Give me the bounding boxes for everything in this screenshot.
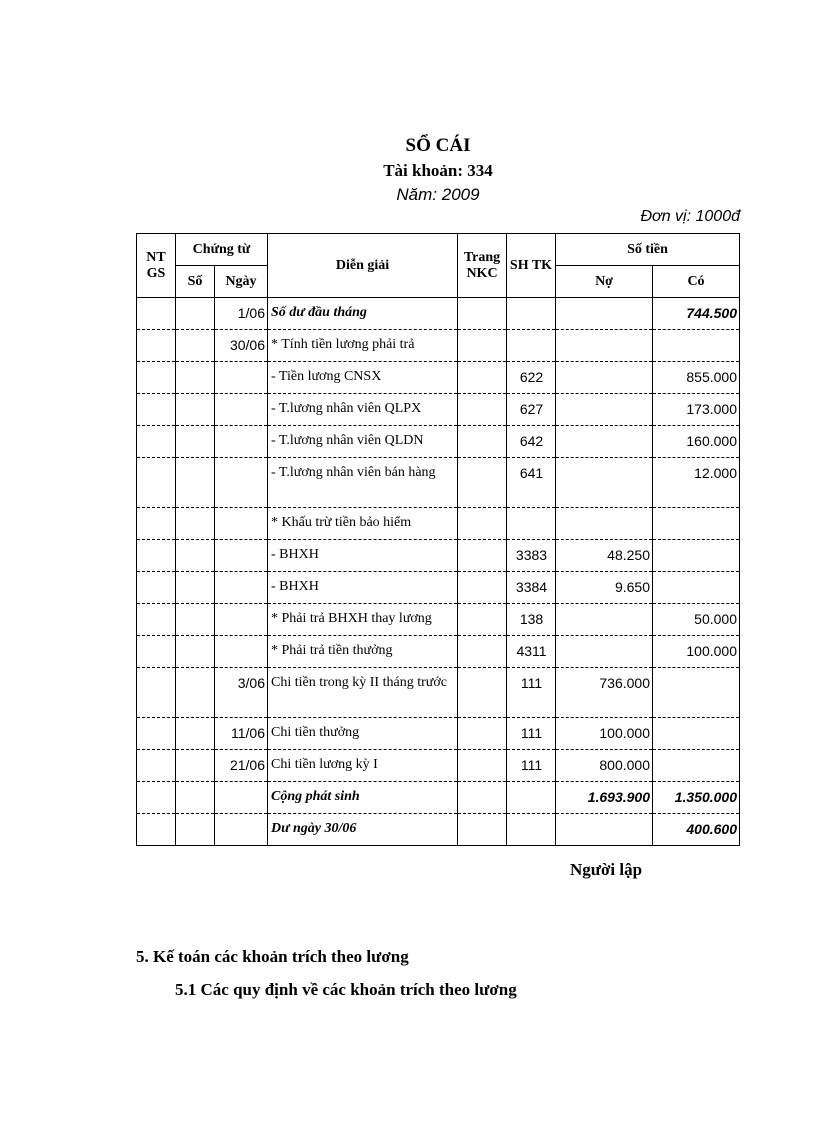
col-co: Có	[653, 266, 740, 298]
cell-credit: 173.000	[653, 394, 740, 426]
cell-description: - T.lương nhân viên QLPX	[268, 394, 458, 426]
cell-account: 4311	[507, 636, 556, 668]
cell-trang-nkc	[458, 604, 507, 636]
cell-debit	[556, 298, 653, 330]
prepared-by-label: Người lập	[570, 860, 643, 879]
cell-description: - BHXH	[268, 572, 458, 604]
col-ngay: Ngày	[215, 266, 268, 298]
cell-so	[176, 636, 215, 668]
cell-debit	[556, 394, 653, 426]
cell-ntgs	[137, 718, 176, 750]
table-row	[137, 604, 740, 636]
table-row	[137, 362, 740, 394]
cell-ntgs	[137, 394, 176, 426]
cell-credit	[653, 668, 740, 718]
cell-credit: 100.000	[653, 636, 740, 668]
cell-account: 622	[507, 362, 556, 394]
cell-credit	[653, 330, 740, 362]
cell-trang-nkc	[458, 298, 507, 330]
cell-description: * Phải trả BHXH thay lương	[268, 604, 458, 636]
table-row	[137, 636, 740, 668]
cell-account	[507, 330, 556, 362]
cell-credit	[653, 718, 740, 750]
cell-debit	[556, 330, 653, 362]
cell-description: Dư ngày 30/06	[268, 814, 458, 846]
cell-description: - Tiền lương CNSX	[268, 362, 458, 394]
cell-trang-nkc	[458, 394, 507, 426]
cell-account: 3384	[507, 572, 556, 604]
cell-account: 642	[507, 426, 556, 458]
cell-ntgs	[137, 362, 176, 394]
col-so-tien: Số tiền	[556, 234, 740, 266]
cell-trang-nkc	[458, 718, 507, 750]
cell-account: 111	[507, 750, 556, 782]
cell-so	[176, 718, 215, 750]
cell-credit	[653, 540, 740, 572]
col-ntgs: NT GS	[137, 234, 176, 298]
cell-description: Cộng phát sinh	[268, 782, 458, 814]
table-row	[137, 668, 740, 718]
cell-description: - BHXH	[268, 540, 458, 572]
cell-so	[176, 298, 215, 330]
cell-description: * Tính tiền lương phải trả	[268, 330, 458, 362]
cell-debit: 9.650	[556, 572, 653, 604]
section-subheading: 5.1 Các quy định về các khoản trích theo lương	[175, 980, 517, 999]
cell-description: Số dư đầu tháng	[268, 298, 458, 330]
table-row	[137, 426, 740, 458]
section-heading: 5. Kế toán các khoản trích theo lương	[136, 947, 409, 966]
cell-so	[176, 426, 215, 458]
cell-trang-nkc	[458, 330, 507, 362]
cell-ngay	[215, 636, 268, 668]
cell-account	[507, 814, 556, 846]
table-row	[137, 298, 740, 330]
table-row	[137, 394, 740, 426]
cell-ntgs	[137, 330, 176, 362]
cell-description: * Phải trả tiền thưởng	[268, 636, 458, 668]
table-row	[137, 572, 740, 604]
cell-credit: 1.350.000	[653, 782, 740, 814]
cell-ntgs	[137, 572, 176, 604]
cell-description: * Khấu trừ tiền bảo hiểm	[268, 508, 458, 540]
table-row	[137, 750, 740, 782]
cell-credit	[653, 572, 740, 604]
cell-debit: 800.000	[556, 750, 653, 782]
col-no: Nợ	[556, 266, 653, 298]
cell-description: Chi tiền thưởng	[268, 718, 458, 750]
col-sh-tk: SH TK	[507, 234, 556, 298]
cell-ngay	[215, 782, 268, 814]
table-row	[137, 540, 740, 572]
cell-so	[176, 508, 215, 540]
cell-credit: 160.000	[653, 426, 740, 458]
cell-so	[176, 814, 215, 846]
table-row	[137, 508, 740, 540]
cell-ngay	[215, 426, 268, 458]
cell-credit: 400.600	[653, 814, 740, 846]
cell-so	[176, 458, 215, 508]
cell-debit	[556, 508, 653, 540]
cell-ngay: 1/06	[215, 298, 268, 330]
cell-ngay	[215, 362, 268, 394]
cell-ntgs	[137, 426, 176, 458]
cell-so	[176, 330, 215, 362]
col-trang-nkc: Trang NKC	[458, 234, 507, 298]
year-label: Năm: 2009	[396, 185, 480, 204]
cell-ngay	[215, 604, 268, 636]
cell-ntgs	[137, 750, 176, 782]
cell-debit	[556, 636, 653, 668]
cell-so	[176, 782, 215, 814]
cell-account: 111	[507, 668, 556, 718]
cell-ntgs	[137, 668, 176, 718]
col-dien-giai: Diễn giải	[268, 234, 458, 298]
table-row	[137, 330, 740, 362]
cell-trang-nkc	[458, 458, 507, 508]
cell-account	[507, 508, 556, 540]
cell-credit: 50.000	[653, 604, 740, 636]
cell-trang-nkc	[458, 636, 507, 668]
col-chung-tu: Chứng từ	[176, 234, 268, 266]
cell-debit: 48.250	[556, 540, 653, 572]
cell-so	[176, 572, 215, 604]
cell-credit	[653, 508, 740, 540]
cell-so	[176, 604, 215, 636]
cell-ngay	[215, 814, 268, 846]
cell-account	[507, 298, 556, 330]
cell-ntgs	[137, 298, 176, 330]
cell-debit: 736.000	[556, 668, 653, 718]
cell-so	[176, 362, 215, 394]
cell-credit: 12.000	[653, 458, 740, 508]
cell-ngay: 21/06	[215, 750, 268, 782]
account-label: Tài khoản: 334	[383, 161, 493, 180]
cell-ngay	[215, 572, 268, 604]
cell-trang-nkc	[458, 750, 507, 782]
cell-debit	[556, 426, 653, 458]
cell-description: - T.lương nhân viên QLDN	[268, 426, 458, 458]
cell-trang-nkc	[458, 426, 507, 458]
table-row	[137, 782, 740, 814]
cell-credit: 855.000	[653, 362, 740, 394]
cell-so	[176, 394, 215, 426]
col-so: Số	[176, 266, 215, 298]
cell-ntgs	[137, 458, 176, 508]
cell-account	[507, 782, 556, 814]
cell-so	[176, 540, 215, 572]
cell-trang-nkc	[458, 362, 507, 394]
cell-so	[176, 750, 215, 782]
cell-debit: 100.000	[556, 718, 653, 750]
table-row	[137, 718, 740, 750]
cell-trang-nkc	[458, 508, 507, 540]
table-row	[137, 458, 740, 508]
cell-debit	[556, 814, 653, 846]
cell-trang-nkc	[458, 814, 507, 846]
cell-credit: 744.500	[653, 298, 740, 330]
cell-trang-nkc	[458, 782, 507, 814]
cell-ntgs	[137, 540, 176, 572]
cell-description: Chi tiền lương kỳ I	[268, 750, 458, 782]
cell-ngay	[215, 458, 268, 508]
cell-account: 111	[507, 718, 556, 750]
cell-so	[176, 668, 215, 718]
cell-ntgs	[137, 782, 176, 814]
cell-ngay: 3/06	[215, 668, 268, 718]
cell-ngay	[215, 508, 268, 540]
cell-trang-nkc	[458, 572, 507, 604]
cell-description: - T.lương nhân viên bán hàng	[268, 458, 458, 508]
cell-account: 3383	[507, 540, 556, 572]
general-ledger-table	[136, 233, 740, 846]
currency-unit: Đơn vị: 1000đ	[640, 208, 740, 225]
cell-ntgs	[137, 636, 176, 668]
cell-ntgs	[137, 814, 176, 846]
cell-debit	[556, 458, 653, 508]
cell-debit	[556, 604, 653, 636]
cell-ngay	[215, 394, 268, 426]
cell-description: Chi tiền trong kỳ II tháng trước	[268, 668, 458, 718]
cell-ngay: 11/06	[215, 718, 268, 750]
cell-account: 641	[507, 458, 556, 508]
cell-credit	[653, 750, 740, 782]
cell-account: 138	[507, 604, 556, 636]
ledger-title: SỔ CÁI	[405, 135, 471, 156]
cell-debit: 1.693.900	[556, 782, 653, 814]
cell-ngay: 30/06	[215, 330, 268, 362]
cell-trang-nkc	[458, 668, 507, 718]
cell-debit	[556, 362, 653, 394]
table-row	[137, 814, 740, 846]
cell-ntgs	[137, 508, 176, 540]
cell-ngay	[215, 540, 268, 572]
cell-account: 627	[507, 394, 556, 426]
cell-ntgs	[137, 604, 176, 636]
cell-trang-nkc	[458, 540, 507, 572]
